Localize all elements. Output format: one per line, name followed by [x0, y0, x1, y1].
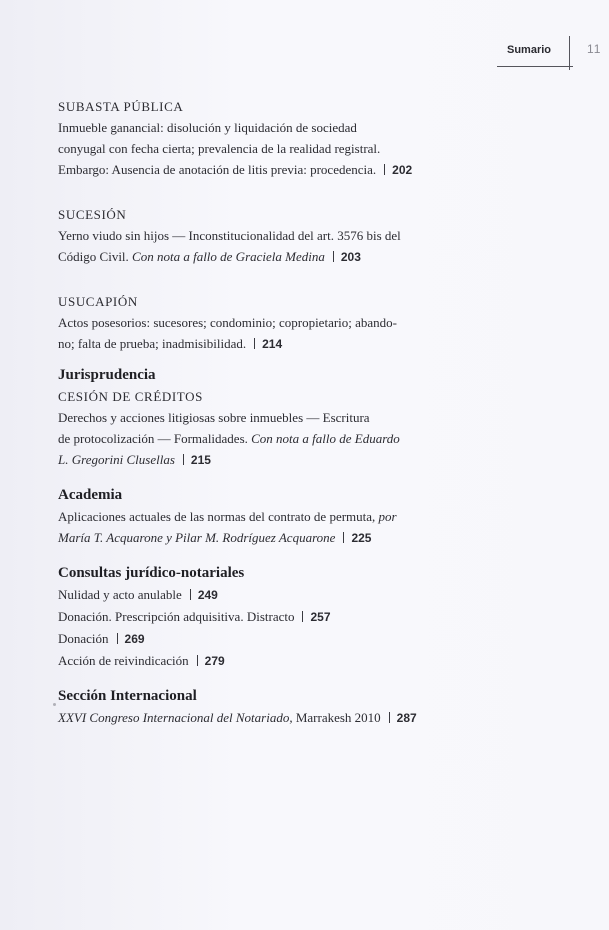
section-heading: Academia — [58, 487, 123, 503]
entry-line — [58, 246, 458, 268]
page-reference: 257 — [310, 610, 331, 624]
entry-line — [58, 449, 458, 471]
page-separator — [190, 589, 191, 600]
entry-line-text: Yerno viudo sin hijos — Inconstitucionalidad del art. 3576 bis del — [58, 228, 401, 243]
table-of-contents — [58, 96, 458, 729]
list-item — [58, 628, 458, 650]
entry-line-text: de protocolización — Formalidades. — [58, 431, 252, 446]
page-reference: 214 — [262, 337, 283, 351]
page-reference: 287 — [396, 711, 417, 725]
entry-line-text: Marrakesh 2010 — [292, 710, 381, 725]
entry-title-italic: XXVI Congreso Internacional del Notariado, — [58, 710, 293, 725]
page-reference: 249 — [197, 588, 218, 602]
entry-line — [58, 312, 458, 333]
section-consultas — [58, 563, 458, 672]
page-separator — [384, 164, 385, 175]
entry-line-text: Aplicaciones actuales de las normas del contrato de permuta, — [58, 509, 379, 524]
section-heading: Sección Internacional — [58, 688, 197, 704]
entry-topic: SUCESIÓN — [58, 207, 127, 222]
section-internacional — [58, 686, 458, 729]
entry-line — [58, 428, 458, 449]
toc-entry-usucapion — [58, 291, 458, 355]
entry-topic: CESIÓN DE CRÉDITOS — [58, 389, 203, 404]
running-head — [497, 40, 609, 70]
entry-line — [58, 117, 458, 138]
entry-line-text: conyugal con fecha cierta; prevalencia de la realidad registral. — [58, 141, 381, 156]
page-reference: 269 — [124, 632, 145, 646]
page-number: 11 — [587, 42, 602, 56]
entry-line-text: Donación. Prescripción adquisitiva. Distracto — [58, 609, 295, 624]
page-reference: 203 — [340, 250, 361, 264]
entry-topic: USUCAPIÓN — [58, 294, 138, 309]
entry-line-text: no; falta de prueba; inadmisibilidad. — [58, 336, 247, 351]
print-speck — [53, 703, 56, 706]
section-jurisprudencia — [58, 365, 458, 471]
entry-author-note: Con nota a fallo de Eduardo — [251, 431, 400, 446]
toc-entry-subasta-publica — [58, 96, 458, 181]
entry-line-text: Actos posesorios: sucesores; condominio; copropietario; abando- — [58, 315, 398, 330]
page-separator — [333, 251, 334, 262]
entry-line-text: Inmueble ganancial: disolución y liquidación de sociedad — [58, 120, 357, 135]
entry-line — [58, 407, 458, 428]
page-reference: 225 — [351, 531, 372, 545]
entry-line-text: Acción de reivindicación — [58, 653, 189, 668]
entry-line-text: Nulidad y acto anulable — [58, 587, 182, 602]
entry-line — [58, 707, 458, 729]
entry-line — [58, 527, 458, 549]
entry-line — [58, 333, 458, 355]
entry-author-note: por — [378, 509, 397, 524]
section-heading: Jurisprudencia — [58, 367, 156, 383]
entry-line — [58, 159, 458, 181]
entry-topic: SUBASTA PÚBLICA — [58, 99, 184, 114]
section-academia — [58, 485, 458, 549]
section-heading: Consultas jurídico-notariales — [58, 565, 245, 581]
page-reference: 215 — [190, 453, 211, 467]
page-separator — [254, 338, 255, 349]
list-item — [58, 606, 458, 628]
list-item — [58, 650, 458, 672]
entry-author-note: L. Gregorini Clusellas — [58, 452, 175, 467]
toc-entry-sucesion — [58, 204, 458, 268]
page-separator — [183, 454, 184, 465]
running-head-horizontal-rule — [497, 66, 573, 67]
running-head-vertical-rule — [569, 36, 570, 70]
page-separator — [302, 611, 303, 622]
page-separator — [343, 532, 344, 543]
entry-line — [58, 225, 458, 246]
page-reference: 202 — [392, 163, 413, 177]
page-reference: 279 — [204, 654, 225, 668]
entry-author-note: Con nota a fallo de Graciela Medina — [132, 249, 325, 264]
page-separator — [197, 655, 198, 666]
entry-author-note: María T. Acquarone y Pilar M. Rodríguez Acquarone — [58, 530, 336, 545]
list-item — [58, 584, 458, 606]
running-head-label: Sumario — [507, 44, 552, 56]
entry-line-text: Código Civil. — [58, 249, 133, 264]
entry-line — [58, 506, 458, 527]
entry-line-text: Embargo: Ausencia de anotación de litis previa: procedencia. — [58, 162, 377, 177]
page-separator — [117, 633, 118, 644]
page-separator — [389, 712, 390, 723]
entry-line-text: Derechos y acciones litigiosas sobre inmuebles — Escritura — [58, 410, 370, 425]
entry-line-text: Donación — [58, 631, 109, 646]
entry-line — [58, 138, 458, 159]
